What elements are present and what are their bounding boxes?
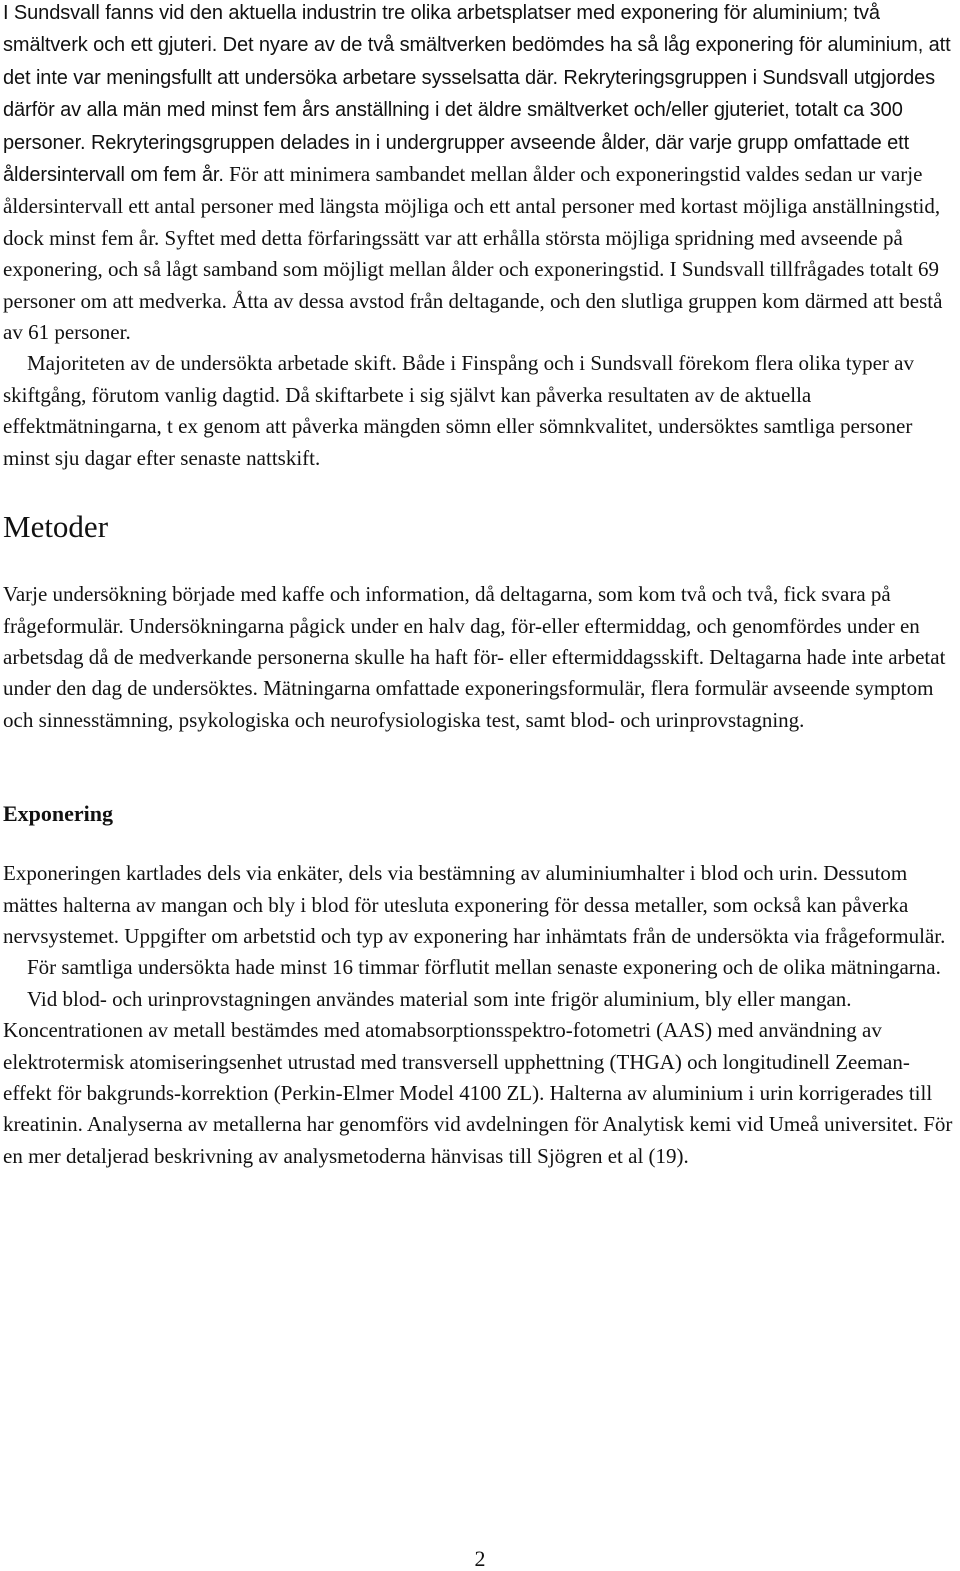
exponering-paragraph-1: Exponeringen kartlades dels via enkäter, dels via bestämning av aluminiumhalter i blod och urin. Dessutom mättes halterna av mangan och bly i blod för utesluta exponering för dessa metaller, som också kan påverka nervsystemet. Uppgifter om arbetstid och typ av exponering har inhämtats från de undersökta via frågeformulär.: [3, 861, 946, 948]
exponering-paragraph-2: För samtliga undersökta hade minst 16 timmar förflutit mellan senaste exponering och de olika mätningarna.: [27, 955, 941, 980]
intro-paragraph-2: Majoriteten av de undersökta arbetade skift. Både i Finspång och i Sundsvall förekom flera olika typer av skiftgång, förutom vanlig dagtid. Då skiftarbete i sig självt kan påverka resultaten av de aktuella effektmätningarna, t ex genom att påverka mängden sömn eller sömnkvalitet, undersöktes samtliga personer minst sju dagar efter senaste nattskift.: [3, 351, 914, 470]
intro-paragraph-1: [3, 0, 958, 348]
intro-paragraph-1-sans-part: I Sundsvall fanns vid den aktuella industrin tre olika arbetsplatser med exponering för aluminium; två smältverk och ett gjuteri. Det nyare av de två smältverken bedömdes ha så låg exponering för aluminium, att det inte var meningsfullt att undersöka arbetare sysselsatta där. Rekryteringsgruppen i Sundsvall utgjordes därför av alla män med minst fem års anställning i det äldre smältverket och/eller gjuteriet, totalt ca 300 personer. Rekryteringsgruppen delades in i undergrupper avseende ålder, där varje grupp omfattade ett åldersintervall om fem år.: [3, 2, 951, 187]
section-heading-exponering: Exponering: [3, 801, 114, 827]
exponering-paragraph-3: Vid blod- och urinprovstagningen användes material som inte frigör aluminium, bly eller mangan. Koncentrationen av metall bestämdes med atomabsorptionsspektro-fotometri (AAS) med användning av elektrotermisk atomiseringsenhet utrustad med transversell upphettning (THGA) och longitudinell Zeeman-effekt för bakgrunds-korrektion (Perkin-Elmer Model 4100 ZL). Halterna av aluminium i urin korrigerades till kreatinin. Analyserna av metallerna har genomförs vid avdelningen för Analytisk kemi vid Umeå universitet. För en mer detaljerad beskrivning av analysmetoderna hänvisas till Sjögren et al (19).: [3, 986, 953, 1168]
page-number: 2: [474, 1546, 486, 1571]
intro-paragraph-1-serif-part: För att minimera sambandet mellan ålder och exponeringstid valdes sedan ur varje åldersintervall ett antal personer med längsta möjliga och ett antal personer med kortast möjliga anställningstid, dock minst fem år. Syftet med detta förfaringssätt var att erhålla största möjliga spridning med avseende på exponering, och så lågt samband som möjligt mellan ålder och exponeringstid. I Sundsvall tillfrågades totalt 69 personer om att medverka. Åtta av dessa avstod från deltagande, och den slutliga gruppen kom därmed att bestå av 61 personer.: [3, 162, 943, 345]
document-page: [3, 0, 958, 1172]
metoder-paragraph-1: Varje undersökning började med kaffe och information, då deltagarna, som kom två och två, fick svara på frågeformulär. Undersökningarna pågick under en halv dag, för-eller eftermiddag, och genomfördes under en arbetsdag då de medverkande personerna skulle ha haft för- eller eftermiddagsskift. Deltagarna hade inte arbetat under den dag de undersöktes. Mätningarna omfattade exponeringsformulär, flera formulär avseende symptom och sinnesstämning, psykologiska och neurofysiologiska test, samt blod- och urinprovstagning.: [3, 582, 946, 732]
section-heading-metoder: Metoder: [3, 509, 109, 545]
